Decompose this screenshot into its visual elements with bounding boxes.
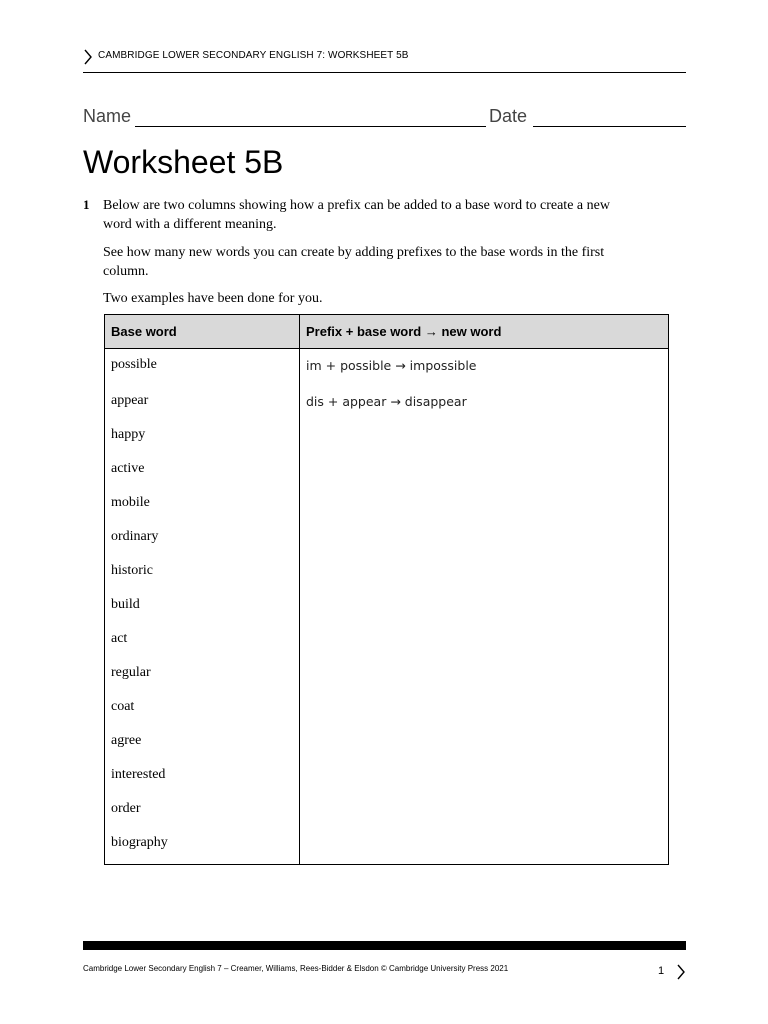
base-word: historic: [111, 563, 153, 578]
base-word: build: [111, 597, 140, 612]
question-number: 1: [83, 197, 90, 212]
example-answer: im + possible → impossible: [306, 358, 477, 373]
new-word-column[interactable]: [300, 349, 669, 865]
name-date-row: [83, 104, 686, 128]
base-word: act: [111, 631, 128, 646]
header-title: CAMBRIDGE LOWER SECONDARY ENGLISH 7: WORKSHEET 5B: [98, 50, 409, 61]
footer-credit: Cambridge Lower Secondary English 7 – Creamer, Williams, Rees-Bidder & Elsdon © Cambridge University Press 2021: [83, 964, 509, 973]
base-word-column: [105, 349, 300, 865]
question-paragraph: Two examples have been done for you.: [103, 291, 323, 306]
question-paragraph: Below are two columns showing how a prefix can be added to a base word to create a new word with a different meaning.: [103, 198, 610, 232]
base-word: happy: [111, 427, 146, 442]
question-paragraph: See how many new words you can create by adding prefixes to the base words in the first column.: [103, 245, 605, 279]
chevron-right-icon: [83, 49, 93, 65]
page-number: 1: [658, 965, 665, 977]
column-header-new-word: Prefix + base word → new word: [300, 315, 669, 349]
date-label: Date: [489, 106, 528, 126]
base-word: regular: [111, 665, 151, 680]
chevron-right-icon[interactable]: [676, 964, 686, 980]
prefix-table: [104, 314, 669, 865]
running-header: [83, 46, 686, 73]
column-header-base-word: Base word: [105, 315, 300, 349]
base-word: coat: [111, 699, 135, 714]
base-word: active: [111, 461, 145, 476]
base-word: biography: [111, 835, 168, 850]
base-word: agree: [111, 733, 142, 748]
name-label: Name: [83, 106, 132, 126]
base-word: mobile: [111, 495, 150, 510]
example-answer: dis + appear → disappear: [306, 394, 467, 409]
date-field[interactable]: [533, 126, 686, 127]
page-title: Worksheet 5B: [83, 144, 284, 180]
base-word: order: [111, 801, 141, 816]
base-word: ordinary: [111, 529, 159, 544]
name-field[interactable]: [135, 126, 486, 127]
footer-bar: [83, 941, 686, 950]
base-word: possible: [111, 357, 157, 372]
base-word: interested: [111, 767, 166, 782]
base-word: appear: [111, 393, 149, 408]
